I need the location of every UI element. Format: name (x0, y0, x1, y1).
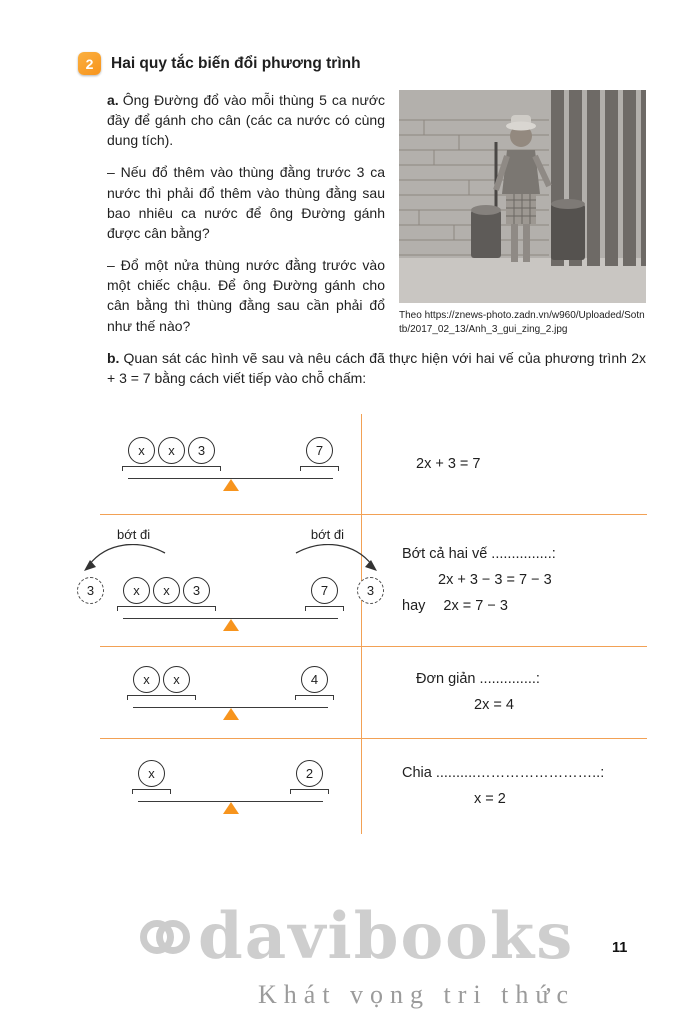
fulcrum-triangle (223, 708, 239, 720)
tray-line (290, 789, 329, 794)
equation: x = 2 (474, 791, 506, 808)
right-pan (296, 760, 323, 794)
weight-x: x (133, 666, 160, 693)
tray-line (295, 695, 334, 700)
watermark (140, 899, 575, 974)
balance-scale-1 (128, 437, 333, 491)
balance-scale-2-wrap (86, 526, 375, 631)
weight-x: x (123, 577, 150, 604)
watermark-tagline: Khát vọng tri thức (258, 980, 576, 1009)
part-b-label: b. (107, 349, 120, 366)
paragraph-bullet-2: – Đổ một nửa thùng nước đằng trước vào một chiếc chậu. Để ông Đường gánh cho cân bằng thì thùng đằng sau cần phải đổ như thế nào? (107, 257, 385, 334)
photo-caption: Theo https://znews-photo.zadn.vn/w960/Uploaded/Sotntb/2017_02_13/Anh_3_gui_zing_2.jpg (399, 310, 645, 335)
right-pan (306, 437, 333, 471)
tray-line (132, 789, 171, 794)
tray-line (117, 606, 216, 611)
watermark-rings-icon (140, 920, 190, 954)
weight-x: x (128, 437, 155, 464)
photo-man-carrying-buckets (399, 90, 646, 303)
balance-scale-4 (138, 760, 323, 814)
balance-row-3 (100, 646, 362, 738)
balance-row-2 (86, 514, 375, 646)
left-pan (133, 666, 190, 700)
balance-scale-2 (123, 577, 338, 631)
balance-scale-3 (133, 666, 328, 720)
photo-column (399, 90, 646, 348)
weight-4: 4 (301, 666, 328, 693)
fulcrum-triangle (223, 479, 239, 491)
operation-label: Chia ..........……………………..: (402, 765, 605, 782)
section-number-badge: 2 (78, 52, 101, 75)
right-pan (301, 666, 328, 700)
weight-3: 3 (188, 437, 215, 464)
balance-row-1 (100, 414, 362, 514)
equation-cell-2 (362, 514, 647, 646)
balance-row-4 (100, 738, 362, 834)
curved-arrow-left-icon (77, 544, 169, 574)
weight-x: x (153, 577, 180, 604)
section-header (78, 52, 700, 75)
paragraph-intro (107, 90, 385, 150)
part-a-text (107, 90, 385, 348)
equation-cell-3 (362, 646, 647, 738)
weight-7: 7 (311, 577, 338, 604)
weight-x: x (138, 760, 165, 787)
equation-cell-1 (362, 414, 647, 514)
watermark-text: davibooks (198, 899, 575, 974)
remove-label-left: bớt đi (117, 526, 151, 542)
curved-arrow-right-icon (292, 544, 384, 574)
left-pan (128, 437, 215, 471)
operation-label: Bớt cả hai vế ...............: (402, 546, 556, 563)
equation: 2x + 3 = 7 (416, 455, 481, 472)
left-pan (138, 760, 165, 794)
part-b-text: Quan sát các hình vẽ sau và nêu cách đã thực hiện với hai vế của phương trình 2x + 3 = 7 bằng cách viết tiếp vào chỗ chấm: (107, 349, 646, 386)
tray-line (122, 466, 221, 471)
part-a-intro-text: Ông Đường đổ vào mỗi thùng 5 ca nước đầy để gánh cho cân (các ca nước có cùng dung tích). (107, 92, 385, 149)
weight-2: 2 (296, 760, 323, 787)
balance-table (86, 414, 647, 834)
weight-7: 7 (306, 437, 333, 464)
equation: 2x + 3 − 3 = 7 − 3 (438, 572, 552, 589)
page-number: 11 (612, 940, 628, 956)
fulcrum-triangle (223, 802, 239, 814)
removed-weight-3: 3 (77, 577, 104, 604)
operation-label: Đơn giản ..............: (416, 671, 540, 688)
right-pan (311, 577, 338, 611)
part-a-label: a. (107, 92, 119, 108)
tray-line (305, 606, 344, 611)
equation-alt (402, 597, 647, 616)
section-title: Hai quy tắc biến đổi phương trình (111, 54, 361, 72)
equation: 2x = 4 (474, 697, 514, 714)
paragraph-bullet-1: – Nếu đổ thêm vào thùng đằng trước 3 ca nước thì phải đổ thêm vào thùng đằng sau bao nhiêu ca nước để ông Đường gánh được cân bằng? (107, 164, 385, 241)
equation-cell-4 (362, 738, 647, 834)
equation: 2x = 7 − 3 (443, 597, 508, 614)
removed-weight-3: 3 (357, 577, 384, 604)
weight-x: x (163, 666, 190, 693)
weight-x: x (158, 437, 185, 464)
left-pan (123, 577, 210, 611)
remove-label-right: bớt đi (310, 526, 344, 542)
fulcrum-triangle (223, 619, 239, 631)
weight-3: 3 (183, 577, 210, 604)
part-a (107, 90, 646, 348)
tray-line (127, 695, 196, 700)
textbook-page (0, 52, 700, 1029)
tray-line (300, 466, 339, 471)
part-b (107, 348, 646, 388)
hay-prefix: hay (402, 597, 426, 614)
